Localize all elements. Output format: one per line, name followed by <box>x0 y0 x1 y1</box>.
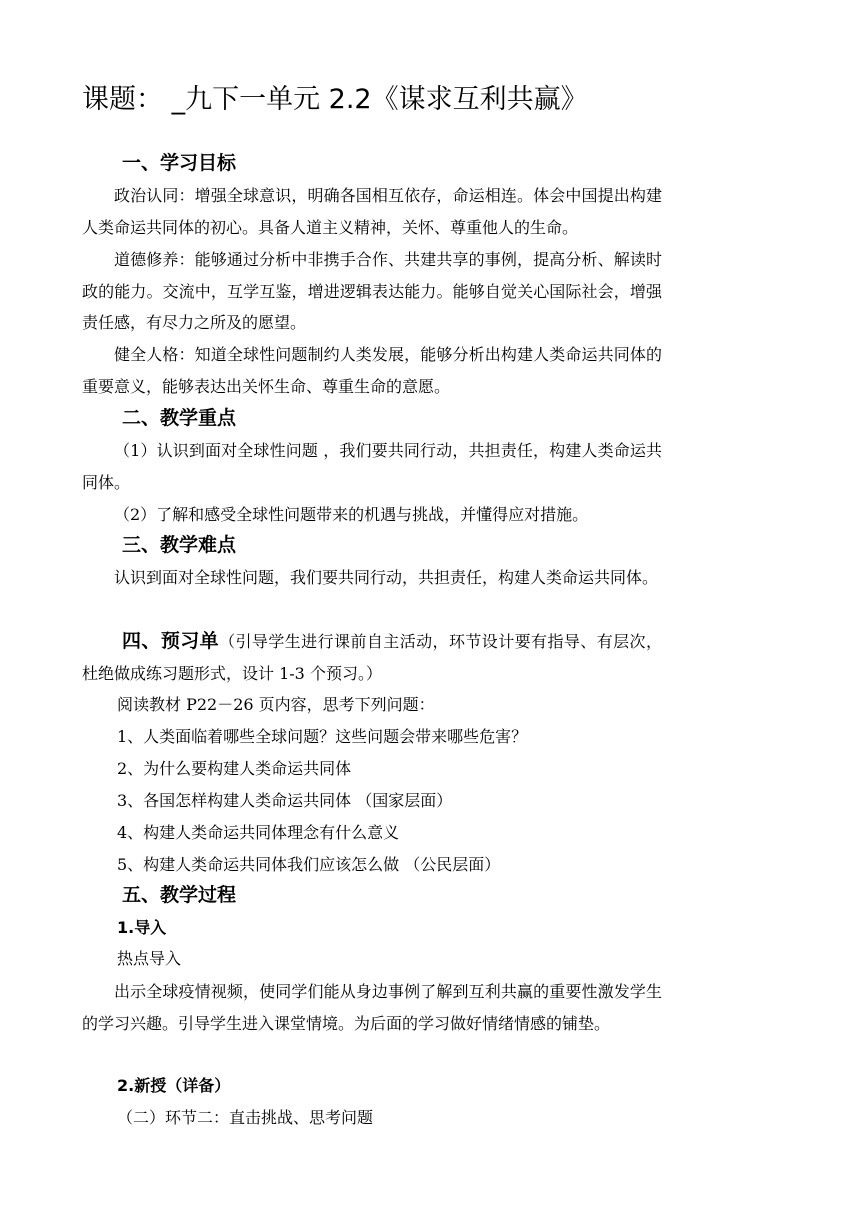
hot-topic-intro: 热点导入 <box>117 949 182 968</box>
sub-heading-intro: 1.导入 <box>117 918 167 937</box>
heading-key-points: 二、教学重点 <box>122 407 237 429</box>
preview-question-1: 1、人类面临着哪些全球问题？这些问题会带来哪些危害？ <box>117 727 528 746</box>
preview-note: （引导学生进行课前自主活动，环节设计要有指导、有层次，杜绝做成练习题形式，设计 1-3 个预习。） <box>82 632 662 683</box>
preview-question-2: 2、为什么要构建人类命运共同体 <box>117 759 352 778</box>
preview-question-3: 3、各国怎样构建人类命运共同体 （国家层面） <box>117 791 453 810</box>
goal-moral: 道德修养：能够通过分析中非携手合作、共建共享的事例，提高分析、解读时政的能力。交流中，互学互鉴，增进逻辑表达能力。能够自觉关心国际社会，增强责任感，有尽力之所及的愿望。 <box>82 250 662 332</box>
preview-intro: 阅读教材 P22－26 页内容，思考下列问题： <box>117 695 435 714</box>
heading-learning-goals: 一、学习目标 <box>122 152 237 174</box>
preview-sheet-paragraph <box>82 626 662 689</box>
heading-preview-sheet: 四、预习单 <box>122 630 220 652</box>
heading-teaching-process: 五、教学过程 <box>122 884 237 906</box>
goal-political: 政治认同：增强全球意识，明确各国相互依存，命运相连。体会中国提出构建人类命运共同体的初心。具备人道主义精神，关怀、尊重他人的生命。 <box>82 186 662 237</box>
lesson-title: 课题： _九下一单元 2.2《谋求互利共赢》 <box>82 84 588 115</box>
sub-heading-new-lesson: 2.新授（详备） <box>117 1076 231 1095</box>
goal-personality: 健全人格：知道全球性问题制约人类发展，能够分析出构建人类命运共同体的重要意义，能够表达出关怀生命、尊重生命的意愿。 <box>82 345 662 396</box>
heading-difficulty: 三、教学难点 <box>122 534 237 556</box>
preview-question-5: 5、构建人类命运共同体我们应该怎么做 （公民层面） <box>117 855 501 874</box>
key-point-1: （1）认识到面对全球性问题 ，我们要共同行动，共担责任，构建人类命运共同体。 <box>82 441 662 492</box>
intro-paragraph: 出示全球疫情视频，使同学们能从身边事例了解到互利共赢的重要性激发学生的学习兴趣。引导学生进入课堂情境。为后面的学习做好情绪情感的铺垫。 <box>82 982 662 1033</box>
key-point-2: （2）了解和感受全球性问题带来的机遇与挑战，并懂得应对措施。 <box>114 505 589 524</box>
step-two-text: （二）环节二：直击挑战、思考问题 <box>117 1108 374 1127</box>
preview-question-4: 4、构建人类命运共同体理念有什么意义 <box>117 823 400 842</box>
difficulty-text: 认识到面对全球性问题，我们要共同行动，共担责任，构建人类命运共同体。 <box>114 568 659 587</box>
